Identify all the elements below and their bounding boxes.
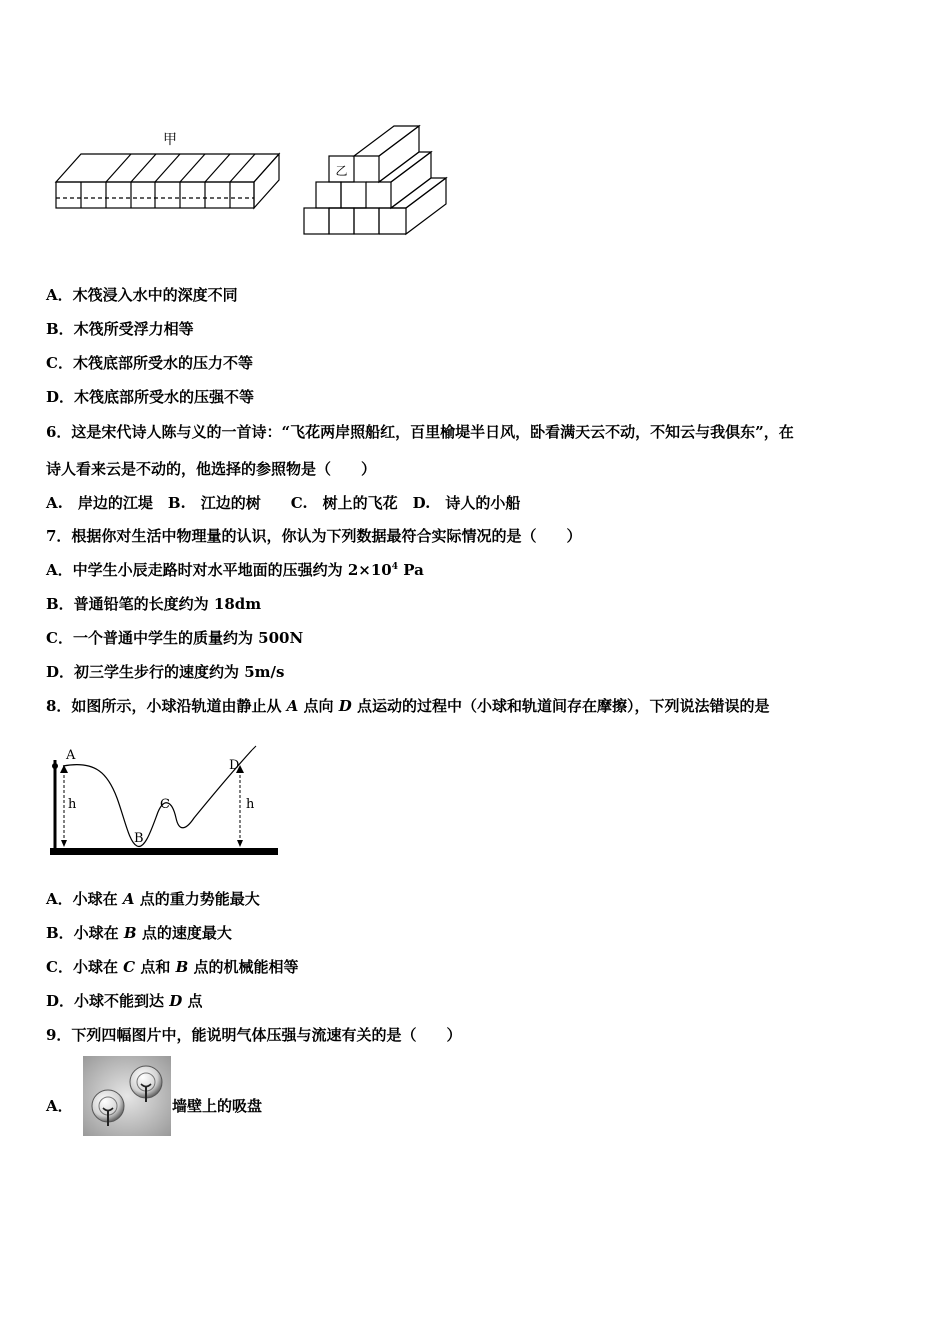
q8-d-point: D — [169, 992, 183, 1010]
q8-c-part1: C．小球在 — [46, 958, 124, 976]
q8-b-point: B — [123, 924, 137, 942]
q8-stem-part3: 点运动的过程中（小球和轨道间存在摩擦），下列说法错误的是 — [351, 697, 770, 715]
track-label-b: B — [134, 831, 144, 846]
q8-option-d — [46, 991, 202, 1011]
track-label-a: A — [66, 748, 76, 763]
q8-c-part3: 点的机械能相等 — [188, 958, 299, 976]
q8-a-part2: 点的重力势能最大 — [134, 890, 260, 908]
q8-stem-point-a: A — [286, 697, 299, 715]
track-label-c: C — [160, 797, 170, 812]
q8-option-a — [46, 889, 260, 909]
q7-option-d: D．初三学生步行的速度约为 5m/s — [46, 663, 285, 681]
q8-option-b — [46, 923, 232, 943]
q9-option-a-caption: 墙壁上的吸盘 — [172, 1097, 263, 1115]
q8-option-c — [46, 957, 299, 977]
q6-stem-line2: 诗人看来云是不动的，他选择的参照物是（ ） — [46, 460, 377, 478]
q6-stem-line1: 6．这是宋代诗人陈与义的一首诗：“飞花两岸照船红，百里榆堤半日风，卧看满天云不动，不知云与我俱东”，在 — [46, 423, 794, 441]
track-label-h-right: h — [246, 797, 255, 812]
track-label-d: D — [229, 758, 240, 773]
q8-stem-point-d: D — [338, 697, 352, 715]
q7-option-b: B．普通铅笔的长度约为 18dm — [46, 595, 262, 613]
q8-b-part2: 点的速度最大 — [136, 924, 232, 942]
ground-base — [50, 848, 278, 855]
raft-yi-label: 乙 — [335, 164, 348, 178]
q5-option-a: A．木筏浸入水中的深度不同 — [46, 286, 238, 304]
q8-b-part1: B．小球在 — [46, 924, 124, 942]
track-curve — [63, 750, 252, 846]
q8-a-part1: A．小球在 — [46, 890, 123, 908]
q8-c-point2: B — [175, 958, 189, 976]
q6-options: A. 岸边的江堤 B. 江边的树 C. 树上的飞花 D. 诗人的小船 — [46, 494, 521, 512]
q5-option-b: B．木筏所受浮力相等 — [46, 320, 194, 338]
track-label-h-left: h — [68, 797, 77, 812]
q9-stem: 9．下列四幅图片中，能说明气体压强与流速有关的是（ ） — [46, 1026, 462, 1044]
raft-jia-side — [254, 154, 279, 208]
q8-stem — [46, 696, 770, 716]
suction-cup-photo — [83, 1056, 171, 1136]
q7-a-exponent: 4 — [391, 562, 399, 572]
q7-option-a — [46, 560, 424, 580]
q8-a-point: A — [122, 890, 135, 908]
q9-option-a-label: A． — [46, 1097, 73, 1115]
q7-option-c: C．一个普通中学生的质量约为 500N — [46, 629, 304, 647]
q5-option-c: C．木筏底部所受水的压力不等 — [46, 354, 253, 372]
q8-c-point1: C — [123, 958, 136, 976]
q8-d-part1: D．小球不能到达 — [46, 992, 170, 1010]
point-a-marker — [60, 765, 68, 773]
q7-stem: 7．根据你对生活中物理量的认识，你认为下列数据最符合实际情况的是（ ） — [46, 527, 582, 545]
raft-jia-label: 甲 — [163, 132, 177, 148]
q8-c-part2: 点和 — [135, 958, 176, 976]
q8-stem-part1: 8．如图所示，小球沿轨道由静止从 — [46, 697, 287, 715]
q5-option-d: D．木筏底部所受水的压强不等 — [46, 388, 255, 406]
q7-a-unit: Pa — [398, 561, 424, 579]
q8-d-part2: 点 — [182, 992, 203, 1010]
track-figure — [44, 738, 284, 864]
q7-a-text: A．中学生小辰走路时对水平地面的压强约为 2×10 — [46, 561, 392, 579]
rafts-figure — [50, 120, 460, 240]
q8-stem-part2: 点向 — [298, 697, 339, 715]
